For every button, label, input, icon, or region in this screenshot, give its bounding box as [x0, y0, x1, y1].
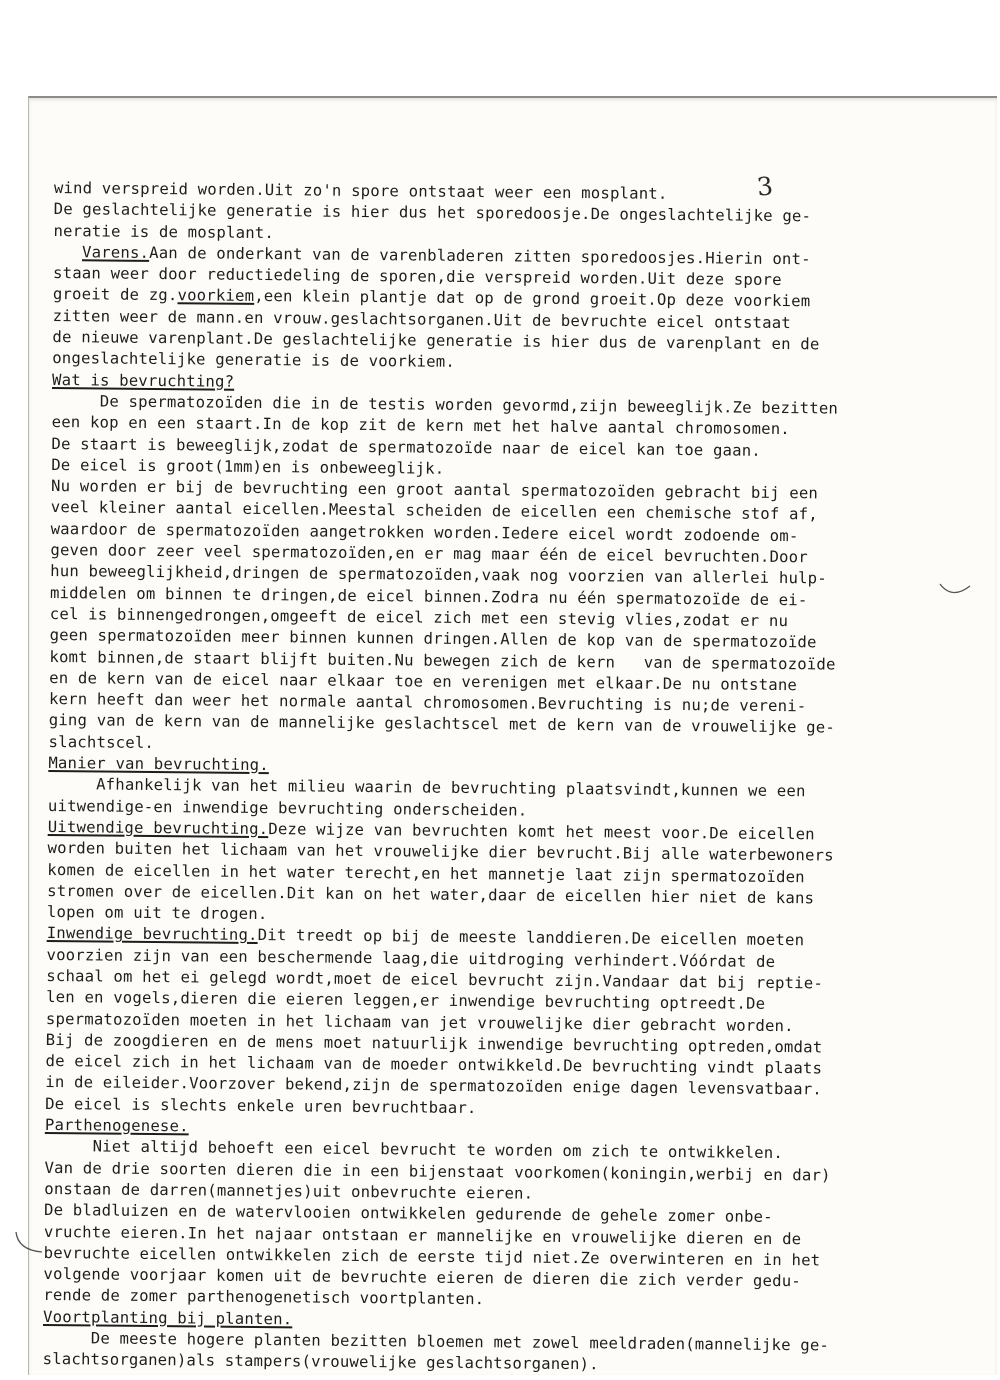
pencil-mark-bottom-left: [12, 1228, 48, 1258]
text-line: volgende voorjaar komen uit de bevruchte eieren de dieren die zich verder gedu-: [43, 1265, 802, 1291]
section-heading: Voortplanting bij planten.: [42, 1307, 293, 1329]
text-segment: ,een klein plantje dat op de grond groeit.Op deze voorkiem: [254, 287, 811, 311]
text-line: bevruchte eicellen ontwikkelen zich de eerste tijd niet.Ze overwinteren en in het: [43, 1243, 821, 1270]
text-line: middelen om binnen te dringen,de eicel binnen.Zodra nu één spermatozoïde de ei-: [49, 583, 808, 609]
underlined-term: Inwendige bevruchting.: [46, 924, 258, 945]
text-line: Niet altijd behoeft een eicel bevrucht te worden om zich te ontwikkelen.: [44, 1137, 784, 1163]
text-line: Van de drie soorten dieren die in een bijenstaat voorkomen(koningin,werbij en dar): [44, 1158, 831, 1185]
text-segment: Dit treedt op bij de meeste landdieren.De eicellen moeten: [257, 926, 805, 950]
text-line: spermatozoïden moeten in het lichaam van jet vrouwelijke dier gebracht worden.: [45, 1009, 794, 1035]
text-line: uitwendige-en inwendige bevruchting onderscheiden.: [47, 796, 528, 820]
underlined-term: voorkiem: [177, 286, 255, 306]
text-line: slachtscel.: [48, 732, 155, 752]
text-line: voorzien zijn van een beschermende laag,die uitdroging verhindert.Vóórdat de: [46, 945, 776, 971]
text-line: slachtsorganen)als stampers(vrouwelijke geslachtsorganen).: [42, 1350, 599, 1374]
text-line: vruchte eieren.In het najaar ontstaan er mannelijke en vrouwelijke dieren en de: [43, 1222, 802, 1248]
text-line: neratie is de mosplant.: [53, 221, 275, 242]
text-segment: groeit de zg.: [52, 285, 178, 305]
underlined-term: Uitwendige bevruchting.: [47, 817, 269, 838]
text-line: De spermatozoïden die in de testis worden gevormd,zijn beweeglijk.Ze bezitten: [51, 391, 839, 418]
text-line: worden buiten het lichaam van het vrouwelijke dier bevrucht.Bij alle waterbewoners: [47, 839, 834, 865]
text-line: Afhankelijk van het milieu waarin de bevruchting plaatsvindt,kunnen we een: [48, 775, 806, 801]
text-line: Nu worden er bij de bevruchting een groot aantal spermatozoïden gebracht bij een: [50, 477, 819, 503]
text-segment: Deze wijze van bevruchten komt het meest voor.De eicellen: [268, 819, 815, 844]
text-line: zitten weer de mann.en vrouw.geslachtsorganen.Uit de bevruchte eicel ontstaat: [52, 306, 792, 332]
typewritten-text: [43, 178, 990, 1380]
text-line: komt binnen,de staart blijft buiten.Nu bewegen zich de kern van de spermatozoïde: [49, 647, 836, 674]
text-line: staan weer door reductiedeling de sporen,die verspreid worden.Uit deze spore: [52, 264, 782, 290]
text-line: De bladluizen en de watervlooien ontwikkelen gedurende de gehele zomer onbe-: [44, 1201, 773, 1227]
text-line: stromen over de eicellen.Dit kan on het water,daar de eicellen hier niet de kans: [47, 881, 815, 908]
underlined-term: Varens.: [81, 243, 150, 262]
section-heading: Manier van bevruchting.: [48, 753, 269, 775]
text-line: ongeslachtelijke generatie is de voorkiem.: [52, 349, 456, 372]
text-line: lopen om uit te drogen.: [46, 903, 268, 924]
text-segment: Aan de onderkant van de varenbladeren zitten sporedoosjes.Hierin ont-: [149, 243, 811, 269]
text-line: Bij de zoogdieren en de mens moet natuurlijk inwendige bevruchting optreden,omdat: [45, 1030, 823, 1057]
text-line: wind verspreid worden.Uit zo'n spore ontstaat weer een mosplant.: [53, 178, 668, 203]
text-line: kern heeft dan weer het normale aantal chromosomen.Bevruchting is nu;de vereni-: [48, 690, 807, 716]
text-line: geven door zeer veel spermatozoïden,en er mag maar één de eicel bevruchten.Door: [50, 541, 808, 567]
text-line: onstaan de darren(mannetjes)uit onbevruchte eieren.: [44, 1179, 534, 1203]
section-heading: Wat is bevruchting?: [51, 370, 235, 391]
text-line: de nieuwe varenplant.De geslachtelijke generatie is hier dus de varenplant en de: [52, 328, 820, 354]
text-line: De staart is beweeglijk,zodat de spermatozoïde naar de eicel kan toe gaan.: [51, 434, 762, 460]
text-line: ging van de kern van de mannelijke geslachtscel met de kern van de vrouwelijke ge-: [48, 711, 836, 737]
section-heading: Parthenogenese.: [44, 1116, 189, 1136]
text-segment: [53, 243, 82, 261]
text-line: hun beweeglijkheid,dringen de spermatozoïden,vaak nog voorzien van allerlei hulp-: [50, 562, 827, 588]
text-line: De meeste hogere planten bezitten bloemen met zowel meeldraden(mannelijke ge-: [42, 1328, 830, 1355]
text-line: rende de zomer parthenogenetisch voortplanten.: [43, 1286, 485, 1309]
text-line: len en vogels,dieren die eieren leggen,er inwendige bevruchting optreedt.De: [46, 988, 766, 1014]
text-line: waardoor de spermatozoïden aangetrokken worden.Iedere eicel wordt zodoende om-: [50, 519, 799, 545]
text-line: De eicel is groot(1mm)en is onbeweeglijk.: [51, 455, 445, 478]
text-line: De eicel is slechts enkele uren bevruchtbaar.: [45, 1094, 477, 1117]
text-line: schaal om het ei gelegd wordt,moet de eicel bevrucht zijn.Vandaar dat bij reptie-: [46, 966, 824, 993]
text-line: cel is binnengedrongen,omgeeft de eicel zich met een stevig vlies,zodat er nu: [49, 604, 789, 631]
text-line: en de kern van de eicel naar elkaar toe en verenigen met elkaar.De nu ontstane: [49, 668, 798, 694]
text-line: in de eileider.Voorzover bekend,zijn de spermatozoïden enige dagen levensvatbaar.: [45, 1073, 823, 1099]
text-line: komen de eicellen in het water terecht,en het mannetje laat zijn spermatozoïden: [47, 860, 805, 886]
text-line: de eicel zich in het lichaam van de moeder ontwikkeld.De bevruchting vindt plaats: [45, 1052, 823, 1078]
text-line: een kop en een staart.In de kop zit de kern met het halve aantal chromosomen.: [51, 413, 791, 439]
text-line: De geslachtelijke generatie is hier dus het sporedoosje.De ongeslachtelijke ge-: [53, 200, 812, 226]
text-line: geen spermatozoïden meer binnen kunnen dringen.Allen de kop van de spermatozoïde: [49, 626, 817, 652]
text-line: veel kleiner aantal eicellen.Meestal scheiden de eicellen een chemische stof af,: [50, 498, 818, 524]
page-number: 3: [755, 171, 775, 202]
pencil-mark-right: [938, 578, 972, 604]
